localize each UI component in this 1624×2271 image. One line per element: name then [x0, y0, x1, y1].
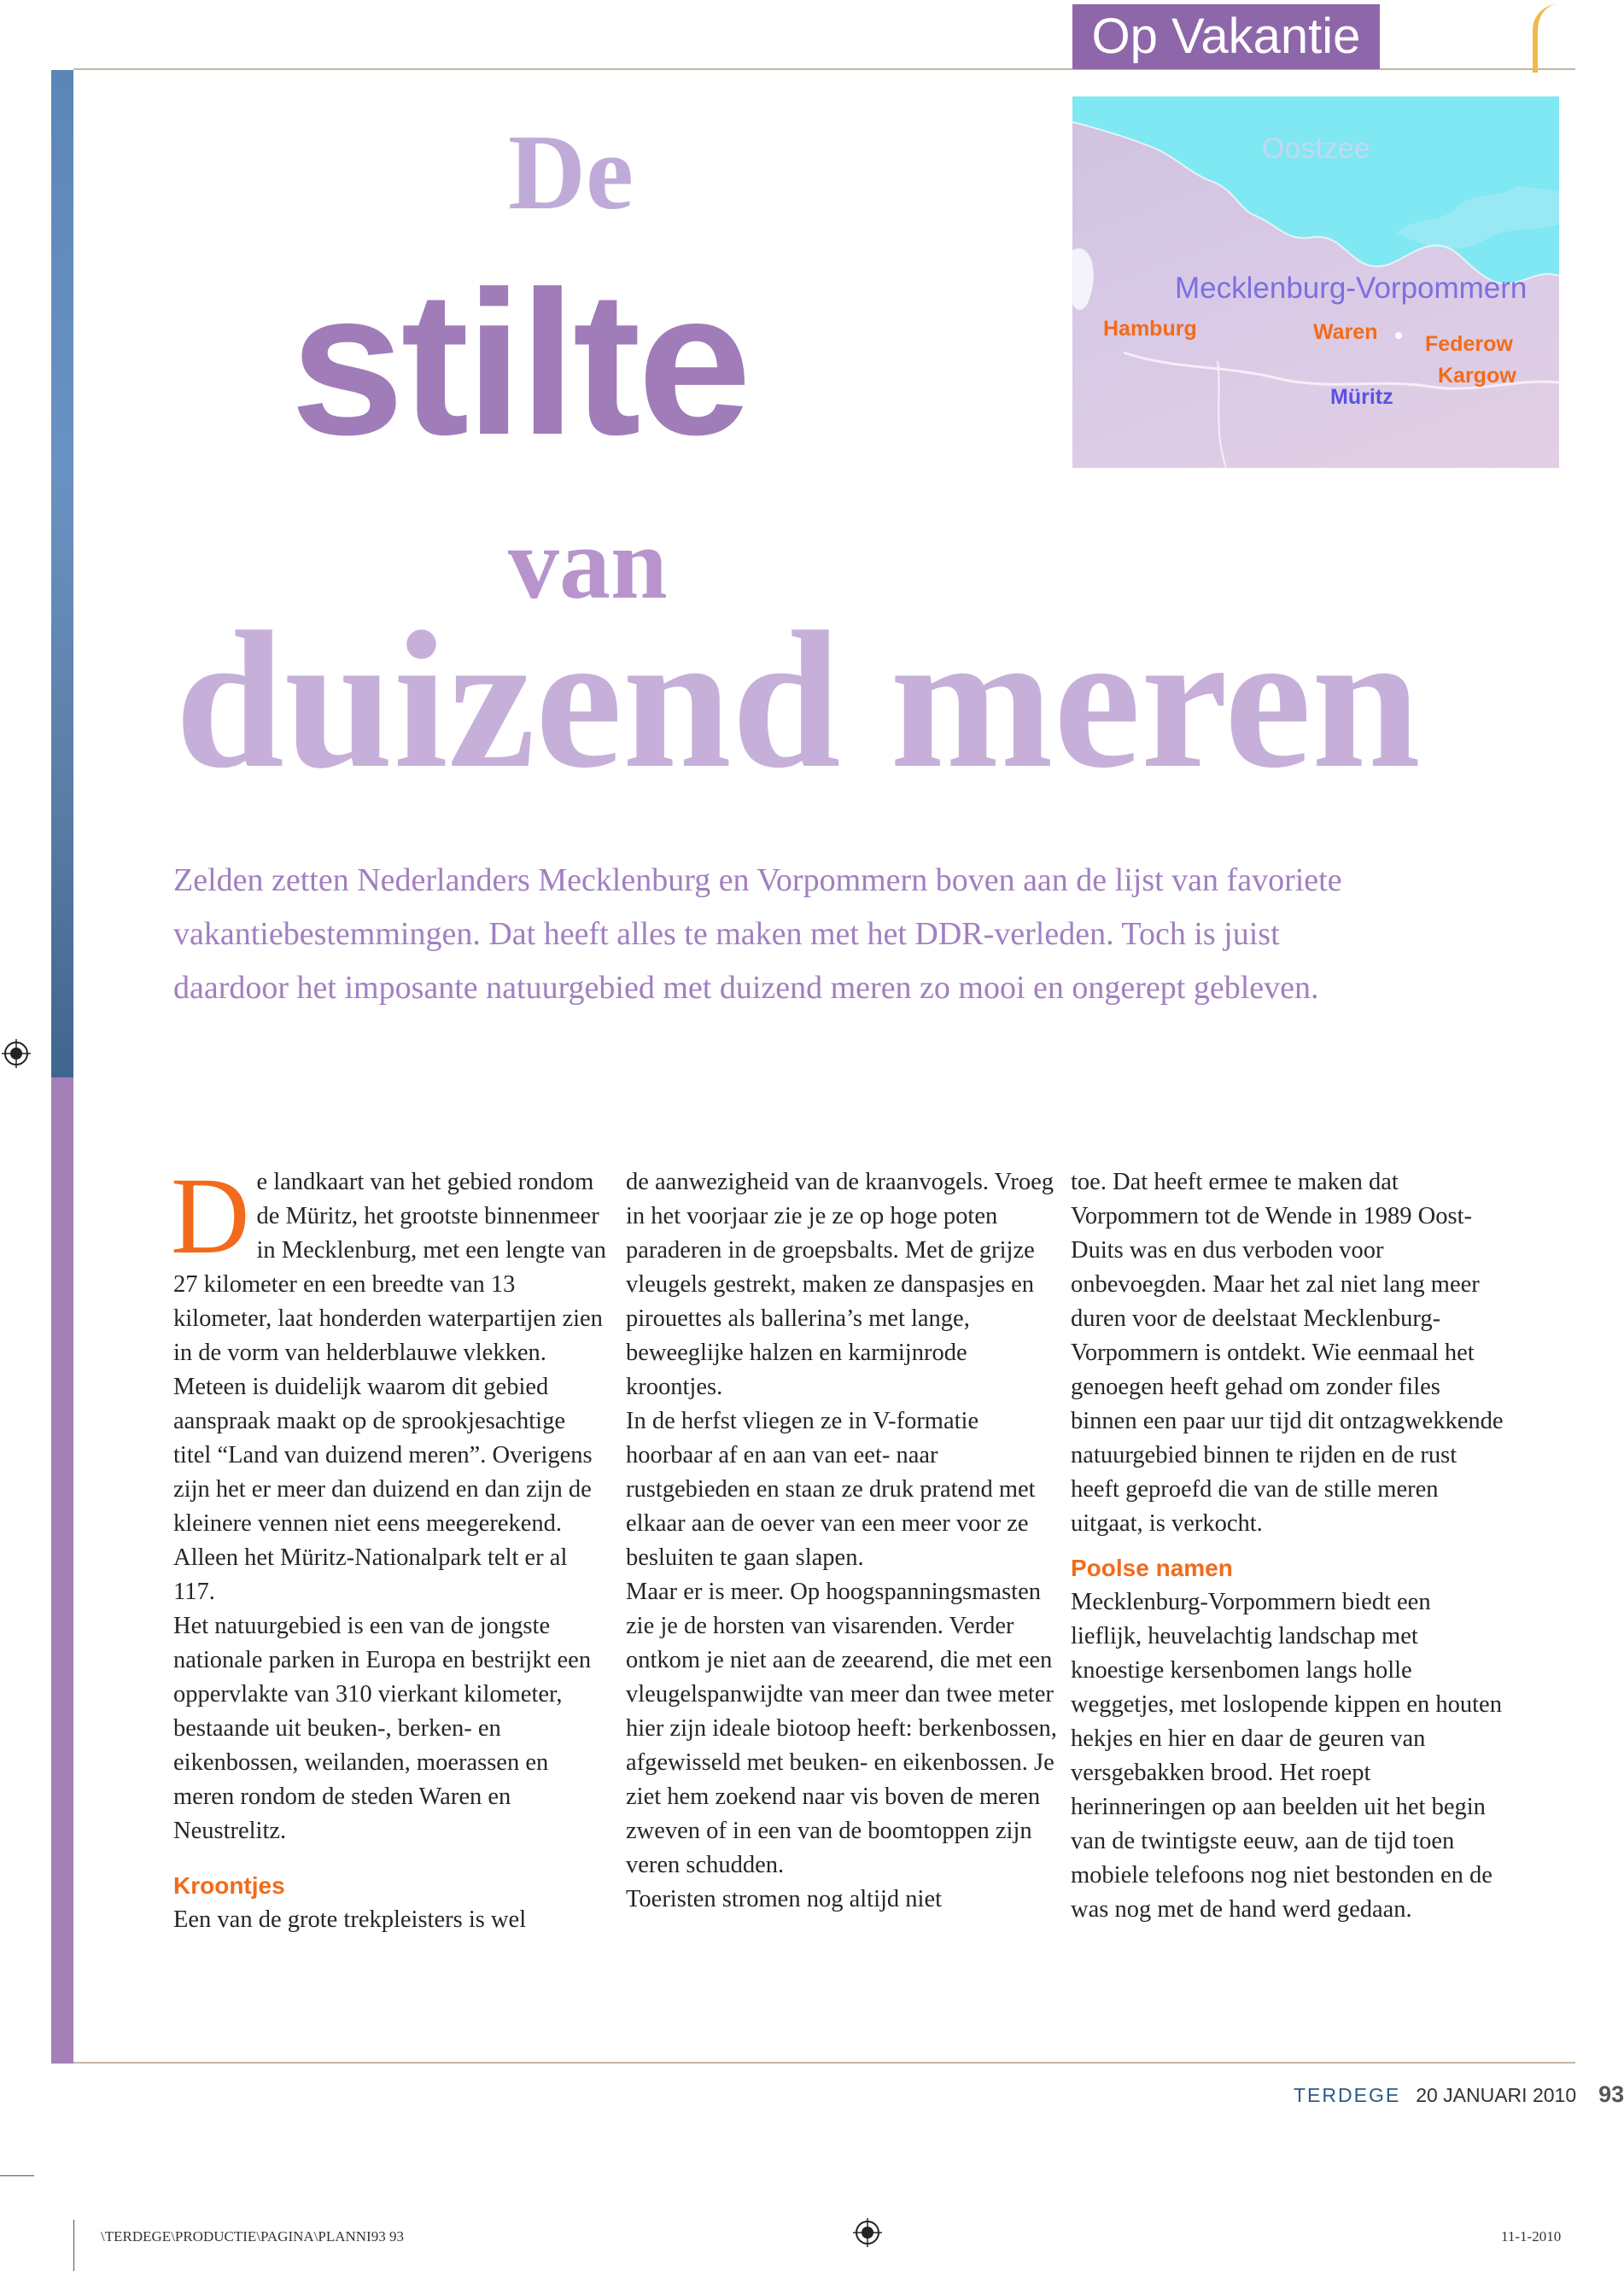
section-tag: Op Vakantie — [1072, 4, 1380, 69]
body-paragraph: In de herfst vliegen ze in V-formatie hoorbaar af en aan van eet- naar rustgebieden en staan ze druk pratend met elkaar aan de oever van een meer voor ze besluiten te gaan slapen. — [626, 1408, 1036, 1571]
body-paragraph: Mecklenburg-Vorpommern biedt een lieflijk, heuvelachtig landschap met knoestige kersenbomen langs holle weggetjes, met loslopende kippen en houten hekjes en hier en daar de geuren van versgebakken brood. Het roept herinneringen op aan beelden uit het begin van de twintigste eeuw, aan de tijd toen mobiele telefoons nog niet bestonden en de was nog met de hand werd gedaan. — [1071, 1589, 1502, 1923]
article-column-3 — [1071, 1165, 1506, 1927]
body-paragraph: de aanwezigheid van de kraanvogels. Vroeg in het voorjaar zie je ze op hoge poten paraderen in de groepsbalts. Met de grijze vleugels gestrekt, maken ze danspasjes en pirouettes als ballerina’s met lange, beweeglijke halzen en karmijnrode kroontjes. — [626, 1169, 1054, 1400]
lake-shape — [1072, 248, 1094, 310]
side-color-strip — [51, 1077, 73, 2064]
frame-line-bottom — [73, 2062, 1575, 2064]
waren-dot — [1395, 332, 1402, 339]
page-footer — [1294, 2081, 1624, 2108]
side-photo-strip — [51, 70, 73, 1077]
body-paragraph: e landkaart van het gebied rondom de Müritz, het grootste binnenmeer in Mecklenburg, met een lengte van 27 kilometer en een breedte van 13 kilometer, laat honderden waterpartijen zien in de vorm van helderblauwe vlekken. Meteen is duidelijk waarom dit gebied aanspraak maakt op de sprookjesachtige titel “Land van duizend meren”. Overigens zijn het er meer dan duizend en dan zijn de kleinere vennen niet eens meegerekend. Alleen het Müritz-Nationalpark telt er al 117. — [173, 1169, 606, 1605]
map-label-muritz: Müritz — [1330, 385, 1393, 409]
region-map — [1072, 96, 1559, 468]
border-line-2 — [1218, 361, 1226, 468]
headline-line-1: De — [508, 114, 634, 232]
registration-mark-icon — [2, 1039, 31, 1068]
crop-mark — [73, 2220, 74, 2271]
body-paragraph: Maar er is meer. Op hoogspanningsmasten zie je de horsten van visarenden. Verder ontkom je niet aan de zeearend, die met een vleugelspanwijdte van meer dan twee meter hier zijn ideale biotoop heeft: berkenbossen, afgewisseld met beuken- en eikenbossen. Je ziet hem zoekend naar vis boven de meren zweven of in een van de boomtoppen zijn veren schudden. — [626, 1579, 1057, 1878]
map-label-kargow: Kargow — [1438, 364, 1516, 388]
print-date: 11-1-2010 — [1501, 2228, 1562, 2245]
map-label-federow: Federow — [1425, 332, 1513, 356]
crop-mark — [0, 2175, 34, 2176]
page-number: 93 — [1598, 2081, 1624, 2107]
magazine-name: TERDEGE — [1294, 2084, 1401, 2106]
body-paragraph: Een van de grote trekpleisters is wel — [173, 1906, 527, 1933]
map-label-sea: Oostzee — [1262, 132, 1370, 165]
body-paragraph: Toeristen stromen nog altijd niet — [626, 1886, 943, 1912]
body-paragraph: toe. Dat heeft ermee te maken dat Vorpommern tot de Wende in 1989 Oost-Duits was en dus verboden voor onbevoegden. Maar het zal niet lang meer duren voor de deelstaat Mecklenburg-Vorpommern is ontdekt. Wie eenmaal het genoegen heeft gehad om zonder files binnen een paar uur tijd dit ontzagwekkende natuurgebied binnen te rijden en de rust heeft geproefd die van de stille meren uitgaat, is verkocht. — [1071, 1169, 1504, 1537]
subheading-poolse-namen: Poolse namen — [1071, 1555, 1233, 1581]
drop-cap: D — [171, 1155, 250, 1276]
registration-mark-icon — [853, 2218, 882, 2247]
intro-paragraph: Zelden zetten Nederlanders Mecklenburg en Vorpommern boven aan de lijst van favoriete vakantiebestemmingen. Dat heeft alles te maken met het DDR-verleden. Toch is juist daardoor het imposante natuurgebied met duizend meren zo mooi en ongerept gebleven. — [173, 862, 1342, 1006]
headline-line-2: stilte — [290, 248, 749, 477]
map-label-hamburg: Hamburg — [1103, 317, 1197, 341]
headline-line-4: duizend meren — [175, 591, 1421, 809]
issue-date: 20 JANUARI 2010 — [1416, 2084, 1577, 2106]
article-column-2 — [626, 1165, 1061, 1917]
headline-line-3: van — [508, 506, 668, 620]
corner-decoration — [1533, 4, 1589, 73]
map-label-region: Mecklenburg-Vorpommern — [1175, 271, 1528, 305]
article-column-1 — [171, 1155, 609, 1937]
map-label-waren: Waren — [1313, 320, 1378, 344]
subheading-kroontjes: Kroontjes — [173, 1872, 285, 1899]
sea-area — [1072, 96, 1559, 283]
print-slug: \TERDEGE\PRODUCTIE\PAGINA\PLANNI93 93 — [101, 2228, 404, 2245]
body-paragraph: Het natuurgebied is een van de jongste nationale parken in Europa en bestrijkt een oppervlakte van 310 vierkant kilometer, bestaande uit beuken-, berken- en eikenbossen, weilanden, moerassen en meren rondom de steden Waren en Neustrelitz. — [173, 1613, 592, 1844]
